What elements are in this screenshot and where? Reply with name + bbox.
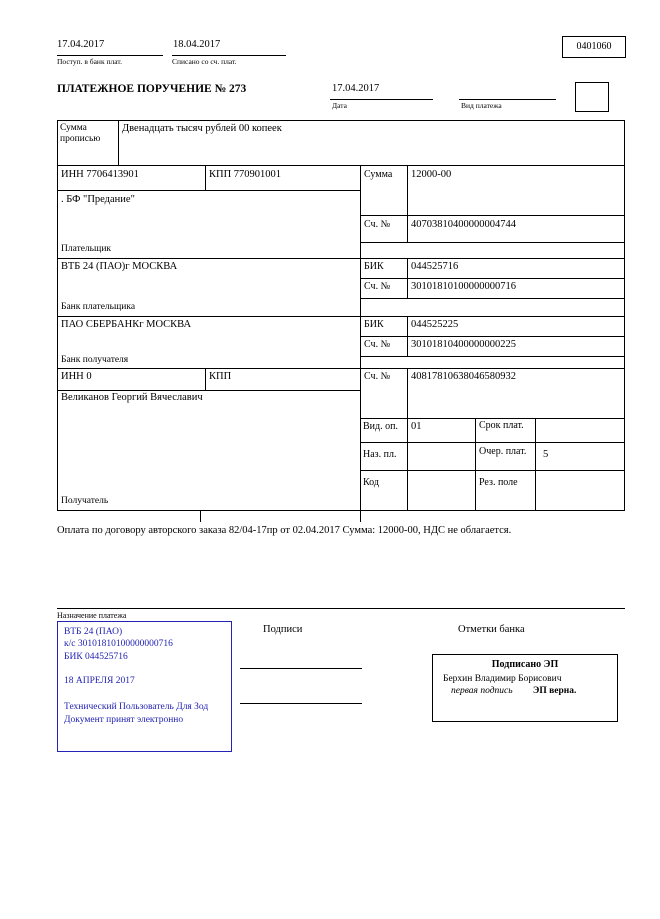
- bank-stamp-corr-account: к/с 30101810100000000716: [64, 639, 173, 650]
- table-line: [360, 242, 625, 243]
- received-date-caption: Поступ. в банк плат.: [57, 57, 122, 66]
- amount-words-caption: Сумма прописью: [60, 123, 101, 144]
- table-line: [475, 418, 476, 510]
- sum-caption: Сумма: [364, 169, 393, 180]
- document-date-caption: Дата: [332, 101, 347, 110]
- bank-stamp-bank: ВТБ 24 (ПАО): [64, 627, 123, 637]
- table-line: [624, 120, 625, 510]
- payee-bank-account-caption: Сч. №: [364, 339, 391, 350]
- table-line: [360, 442, 625, 443]
- table-line: [360, 165, 361, 510]
- payment-type-box: [575, 82, 609, 112]
- operation-type-caption: Вид. оп.: [363, 421, 398, 432]
- table-line: [360, 356, 625, 357]
- debited-date: 18.04.2017: [173, 39, 221, 50]
- table-line: [360, 298, 625, 299]
- payer-account-caption: Сч. №: [364, 219, 391, 230]
- table-line: [360, 336, 625, 337]
- payer-name: . БФ "Предание": [61, 194, 135, 205]
- payer-bank-name: ВТБ 24 (ПАО)г МОСКВА: [61, 261, 178, 272]
- esign-title: Подписано ЭП: [491, 659, 559, 670]
- table-line: [407, 165, 408, 242]
- table-line: [360, 215, 625, 216]
- payer-bank-account: 30101810100000000716: [411, 281, 516, 292]
- debited-date-caption: Списано со сч. плат.: [172, 57, 237, 66]
- payer-section-caption: Плательщик: [61, 244, 112, 254]
- priority-value: 5: [543, 449, 549, 460]
- debited-date-underline: [172, 55, 286, 56]
- table-line: [57, 120, 58, 510]
- table-line: [57, 120, 625, 121]
- purpose-underline: [57, 608, 625, 609]
- signature-line: [240, 703, 362, 704]
- payment-type-caption: Вид платежа: [461, 101, 502, 110]
- esign-box: [432, 654, 618, 722]
- payee-account-caption: Сч. №: [364, 371, 391, 382]
- form-code: 0401060: [576, 41, 612, 52]
- purpose-section-caption: Назначение платежа: [57, 611, 127, 620]
- purpose-text: Оплата по договору авторского заказа 82/04-17пр от 02.04.2017 Сумма: 12000-00, НДС не облагается.: [57, 525, 512, 536]
- table-line: [57, 165, 625, 166]
- table-line: [407, 258, 408, 298]
- received-date-underline: [57, 55, 163, 56]
- esign-type: первая подпись: [451, 686, 513, 696]
- payer-bank-bik: 044525716: [411, 261, 459, 272]
- payer-inn: ИНН 7706413901: [61, 169, 139, 180]
- field-tick: [200, 510, 201, 522]
- esign-row: [451, 686, 611, 696]
- signatures-caption: Подписи: [263, 624, 303, 635]
- field-tick: [360, 510, 361, 522]
- payment-term-caption: Срок плат.: [479, 420, 524, 431]
- table-line: [118, 120, 119, 165]
- bank-stamp-bik: БИК 044525716: [64, 651, 128, 662]
- table-line: [57, 258, 625, 259]
- table-line: [535, 418, 536, 510]
- payee-account: 40817810638046580932: [411, 371, 516, 382]
- payee-section-caption: Получатель: [61, 496, 109, 506]
- bank-stamp-note: Документ принят электронно: [64, 714, 184, 725]
- payee-inn: ИНН 0: [61, 371, 92, 382]
- table-line: [57, 368, 625, 369]
- bank-stamp-date: 18 АПРЕЛЯ 2017: [64, 676, 135, 687]
- table-line: [205, 165, 206, 190]
- esign-signer: Берхин Владимир Борисович: [443, 674, 562, 684]
- table-line: [407, 316, 408, 356]
- payee-name: Великанов Георгий Вячеславич: [61, 392, 203, 403]
- table-line: [407, 368, 408, 510]
- table-line: [57, 316, 625, 317]
- document-date: 17.04.2017: [332, 83, 380, 94]
- document-title: ПЛАТЕЖНОЕ ПОРУЧЕНИЕ № 273: [57, 83, 247, 95]
- payee-bank-account: 30101810400000000225: [411, 339, 516, 350]
- payee-kpp: КПП: [209, 371, 232, 382]
- payee-bank-bik: 044525225: [411, 319, 459, 330]
- table-line: [57, 510, 625, 511]
- bank-marks-caption: Отметки банка: [458, 624, 525, 635]
- payer-bank-section-caption: Банк плательщика: [61, 302, 136, 312]
- table-line: [360, 418, 625, 419]
- priority-caption: Очер. плат.: [479, 446, 527, 457]
- payer-bank-bik-caption: БИК: [364, 261, 384, 272]
- table-line: [360, 470, 625, 471]
- table-line: [205, 368, 206, 390]
- amount-in-words: Двенадцать тысяч рублей 00 копеек: [122, 123, 282, 134]
- document-date-underline: [330, 99, 433, 100]
- payment-type-underline: [459, 99, 556, 100]
- signature-line: [240, 668, 362, 669]
- payer-account: 40703810400000004744: [411, 219, 516, 230]
- table-line: [360, 278, 625, 279]
- reserve-field-caption: Рез. поле: [479, 477, 518, 488]
- table-line: [57, 190, 360, 191]
- payer-kpp: КПП 770901001: [209, 169, 282, 180]
- code-caption: Код: [363, 477, 379, 488]
- purpose-code-caption: Наз. пл.: [363, 449, 397, 460]
- form-code-box: [562, 36, 626, 58]
- received-date: 17.04.2017: [57, 39, 105, 50]
- payee-bank-section-caption: Банк получателя: [61, 355, 129, 365]
- sum-value: 12000-00: [411, 169, 452, 180]
- esign-validity: ЭП верна.: [532, 686, 577, 696]
- payer-bank-account-caption: Сч. №: [364, 281, 391, 292]
- bank-stamp-operator: Технический Пользователь Для Зод: [64, 702, 209, 713]
- payee-bank-bik-caption: БИК: [364, 319, 384, 330]
- table-line: [57, 390, 360, 391]
- bank-stamp: [57, 621, 232, 752]
- operation-type: 01: [411, 421, 422, 432]
- payee-bank-name: ПАО СБЕРБАНКг МОСКВА: [61, 319, 192, 330]
